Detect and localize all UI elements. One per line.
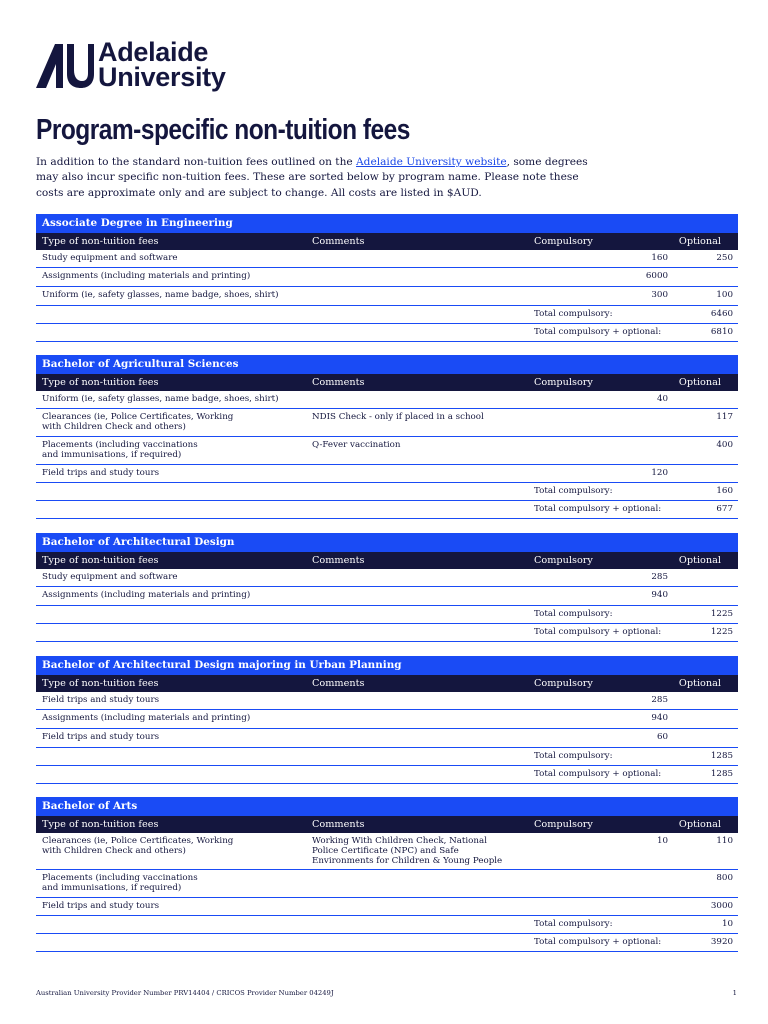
total-compulsory-optional-label: Total compulsory + optional: bbox=[534, 327, 662, 337]
fee-type-cell: Uniform (ie, safety glasses, name badge, shoes, shirt) bbox=[42, 394, 279, 404]
header-compulsory: Compulsory bbox=[534, 819, 593, 830]
wordmark-line2: University bbox=[98, 62, 226, 92]
table-header-row bbox=[36, 374, 738, 391]
compulsory-amount-cell: 60 bbox=[656, 732, 668, 742]
intro-paragraph bbox=[36, 155, 596, 201]
header-optional: Optional bbox=[678, 236, 721, 247]
fee-type-cell: Clearances (ie, Police Certificates, Working with Children Check and others) bbox=[42, 836, 234, 856]
header-compulsory: Compulsory bbox=[534, 555, 593, 566]
total-compulsory-optional-row bbox=[36, 766, 738, 784]
section-title: Bachelor of Agricultural Sciences bbox=[36, 355, 738, 374]
header-optional: Optional bbox=[678, 377, 721, 388]
table-row bbox=[36, 710, 738, 729]
total-compulsory-optional-value: 6810 bbox=[710, 327, 733, 337]
table-row bbox=[36, 287, 738, 306]
header-optional: Optional bbox=[678, 678, 721, 689]
table-row bbox=[36, 409, 738, 437]
optional-amount-cell: 250 bbox=[716, 253, 733, 263]
table-header-row bbox=[36, 816, 738, 833]
fee-type-cell: Field trips and study tours bbox=[42, 695, 160, 705]
total-compulsory-value: 1285 bbox=[710, 751, 733, 761]
page-title: Program-specific non-tuition fees bbox=[36, 114, 410, 146]
fee-section bbox=[36, 214, 738, 342]
intro-text-after: , some degrees may also incur specific non-tuition fees. These are sorted below by program name. Please note these costs are approximate only and are subject to change. All costs are listed in $AUD. bbox=[36, 156, 588, 199]
fee-section bbox=[36, 355, 738, 519]
header-type: Type of non-tuition fees bbox=[42, 377, 159, 388]
fee-type-cell: Field trips and study tours bbox=[42, 732, 160, 742]
optional-amount-cell: 100 bbox=[716, 290, 733, 300]
total-compulsory-optional-value: 677 bbox=[716, 504, 733, 514]
optional-amount-cell: 800 bbox=[716, 873, 733, 883]
header-optional: Optional bbox=[678, 819, 721, 830]
fee-type-cell: Study equipment and software bbox=[42, 572, 178, 582]
total-compulsory-value: 10 bbox=[721, 919, 733, 929]
table-row bbox=[36, 268, 738, 287]
header-comments: Comments bbox=[312, 377, 365, 388]
header-comments: Comments bbox=[312, 555, 365, 566]
header-compulsory: Compulsory bbox=[534, 377, 593, 388]
compulsory-amount-cell: 300 bbox=[651, 290, 668, 300]
total-compulsory-optional-label: Total compulsory + optional: bbox=[534, 627, 662, 637]
section-title: Bachelor of Arts bbox=[36, 797, 738, 816]
total-compulsory-row bbox=[36, 748, 738, 766]
total-compulsory-optional-row bbox=[36, 934, 738, 952]
table-row bbox=[36, 465, 738, 483]
total-compulsory-optional-label: Total compulsory + optional: bbox=[534, 504, 662, 514]
university-logo bbox=[36, 37, 226, 92]
total-compulsory-label: Total compulsory: bbox=[534, 919, 613, 929]
total-compulsory-row bbox=[36, 606, 738, 624]
fee-comments-cell: Q-Fever vaccination bbox=[312, 440, 401, 450]
optional-amount-cell: 3000 bbox=[710, 901, 733, 911]
fee-type-cell: Placements (including vaccinations and immunisations, if required) bbox=[42, 873, 198, 893]
header-compulsory: Compulsory bbox=[534, 678, 593, 689]
compulsory-amount-cell: 940 bbox=[651, 713, 668, 723]
section-title: Associate Degree in Engineering bbox=[36, 214, 738, 233]
fee-type-cell: Placements (including vaccinations and immunisations, if required) bbox=[42, 440, 198, 460]
compulsory-amount-cell: 120 bbox=[651, 468, 668, 478]
header-type: Type of non-tuition fees bbox=[42, 236, 159, 247]
compulsory-amount-cell: 285 bbox=[651, 572, 668, 582]
total-compulsory-optional-row bbox=[36, 624, 738, 642]
total-compulsory-label: Total compulsory: bbox=[534, 751, 613, 761]
table-header-row bbox=[36, 552, 738, 569]
table-row bbox=[36, 569, 738, 587]
section-title: Bachelor of Architectural Design bbox=[36, 533, 738, 552]
header-type: Type of non-tuition fees bbox=[42, 678, 159, 689]
total-compulsory-optional-value: 1225 bbox=[710, 627, 733, 637]
total-compulsory-label: Total compulsory: bbox=[534, 309, 613, 319]
adelaide-university-monogram-icon bbox=[36, 40, 94, 90]
table-header-row bbox=[36, 233, 738, 250]
header-compulsory: Compulsory bbox=[534, 236, 593, 247]
compulsory-amount-cell: 40 bbox=[656, 394, 668, 404]
fee-type-cell: Field trips and study tours bbox=[42, 468, 160, 478]
total-compulsory-value: 1225 bbox=[710, 609, 733, 619]
fee-section bbox=[36, 656, 738, 784]
header-comments: Comments bbox=[312, 678, 365, 689]
header-type: Type of non-tuition fees bbox=[42, 819, 159, 830]
optional-amount-cell: 400 bbox=[716, 440, 733, 450]
page-number: 1 bbox=[732, 989, 737, 997]
fee-section bbox=[36, 797, 738, 952]
university-website-link[interactable]: Adelaide University website bbox=[356, 156, 507, 168]
compulsory-amount-cell: 160 bbox=[651, 253, 668, 263]
footer-provider-text: Australian University Provider Number PRV14404 / CRICOS Provider Number 04249J bbox=[36, 989, 334, 997]
fee-type-cell: Field trips and study tours bbox=[42, 901, 160, 911]
table-row bbox=[36, 898, 738, 916]
fee-type-cell: Assignments (including materials and printing) bbox=[42, 271, 251, 281]
total-compulsory-label: Total compulsory: bbox=[534, 486, 613, 496]
table-row bbox=[36, 870, 738, 898]
optional-amount-cell: 110 bbox=[716, 836, 733, 846]
table-row bbox=[36, 729, 738, 748]
fee-type-cell: Clearances (ie, Police Certificates, Working with Children Check and others) bbox=[42, 412, 234, 432]
total-compulsory-optional-value: 1285 bbox=[710, 769, 733, 779]
compulsory-amount-cell: 10 bbox=[656, 836, 668, 846]
total-compulsory-label: Total compulsory: bbox=[534, 609, 613, 619]
header-comments: Comments bbox=[312, 236, 365, 247]
university-wordmark bbox=[98, 37, 226, 92]
table-row bbox=[36, 692, 738, 710]
fee-comments-cell: Working With Children Check, National Police Certificate (NPC) and Safe Environments for Children & Young People bbox=[312, 836, 503, 866]
header-type: Type of non-tuition fees bbox=[42, 555, 159, 566]
compulsory-amount-cell: 6000 bbox=[645, 271, 668, 281]
fee-type-cell: Study equipment and software bbox=[42, 253, 178, 263]
total-compulsory-value: 6460 bbox=[710, 309, 733, 319]
table-row bbox=[36, 437, 738, 465]
wordmark-line1: Adelaide bbox=[98, 37, 209, 67]
fee-type-cell: Assignments (including materials and printing) bbox=[42, 590, 251, 600]
total-compulsory-optional-label: Total compulsory + optional: bbox=[534, 769, 662, 779]
table-row bbox=[36, 833, 738, 870]
table-header-row bbox=[36, 675, 738, 692]
fee-type-cell: Uniform (ie, safety glasses, name badge, shoes, shirt) bbox=[42, 290, 279, 300]
compulsory-amount-cell: 285 bbox=[651, 695, 668, 705]
table-row bbox=[36, 587, 738, 606]
section-title: Bachelor of Architectural Design majoring in Urban Planning bbox=[36, 656, 738, 675]
total-compulsory-row bbox=[36, 483, 738, 501]
intro-text-before: In addition to the standard non-tuition fees outlined on the bbox=[36, 156, 357, 168]
fee-comments-cell: NDIS Check - only if placed in a school bbox=[312, 412, 484, 422]
total-compulsory-row bbox=[36, 916, 738, 934]
total-compulsory-optional-label: Total compulsory + optional: bbox=[534, 937, 662, 947]
table-row bbox=[36, 250, 738, 268]
total-compulsory-row bbox=[36, 306, 738, 324]
header-optional: Optional bbox=[678, 555, 721, 566]
optional-amount-cell: 117 bbox=[716, 412, 733, 422]
total-compulsory-optional-row bbox=[36, 324, 738, 342]
fee-section bbox=[36, 533, 738, 642]
fee-type-cell: Assignments (including materials and printing) bbox=[42, 713, 251, 723]
compulsory-amount-cell: 940 bbox=[651, 590, 668, 600]
header-comments: Comments bbox=[312, 819, 365, 830]
total-compulsory-optional-value: 3920 bbox=[710, 937, 733, 947]
total-compulsory-optional-row bbox=[36, 501, 738, 519]
total-compulsory-value: 160 bbox=[716, 486, 733, 496]
table-row bbox=[36, 391, 738, 409]
